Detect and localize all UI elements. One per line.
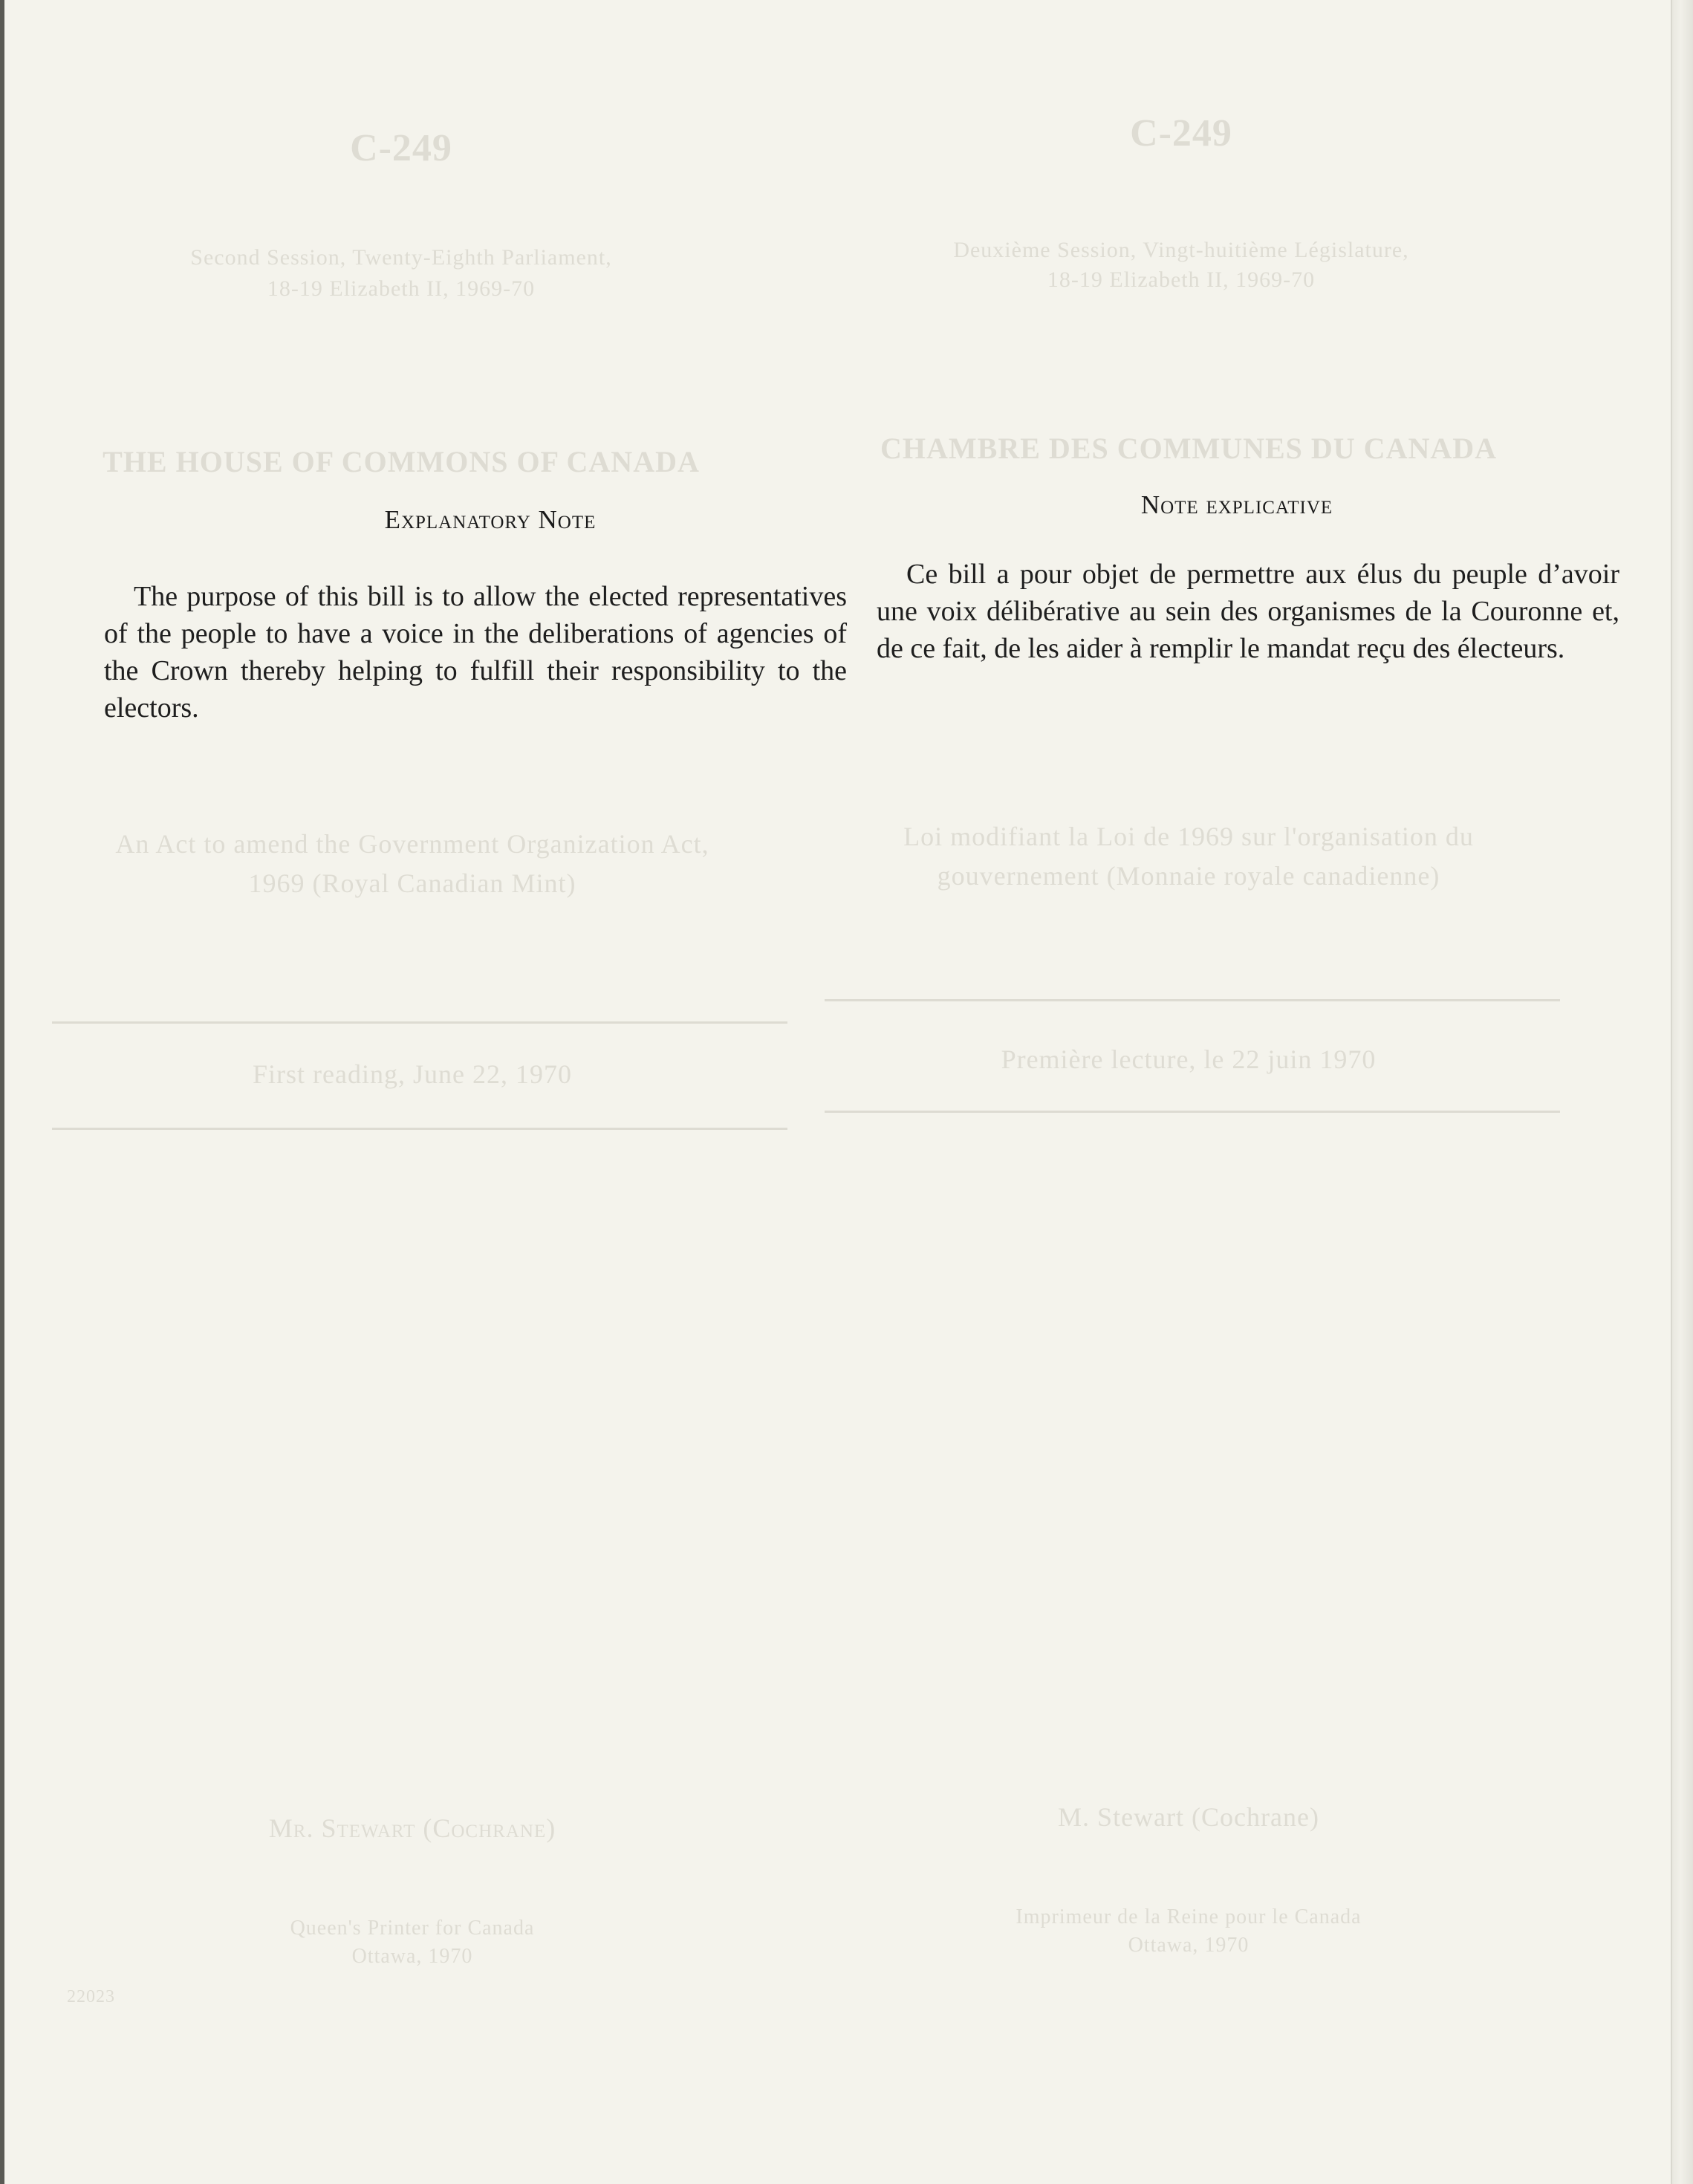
ghost-bill-number-left: C-249 xyxy=(350,127,452,169)
ghost-title-left-2: 1969 (Royal Canadian Mint) xyxy=(248,868,576,898)
ghost-title-right-2: gouvernement (Monnaie royale canadienne) xyxy=(937,861,1440,891)
ghost-session-right-2: 18-19 Elizabeth II, 1969-70 xyxy=(1047,267,1316,292)
explanatory-note-body: The purpose of this bill is to allow the elected representatives of the people to have a voice in the deliberations of agencies of the Crown thereby helping to fulfill their responsibility to the electors. xyxy=(104,581,847,724)
ghost-title-right-1: Loi modifiant la Loi de 1969 sur l'organisation du xyxy=(903,822,1474,851)
note-explicative-body: Ce bill a pour objet de permettre aux élus du peuple d’avoir une voix délibérative au sein des organismes de la Couronne et, de ce fait, de les aider à remplir le mandat reçu des électeurs. xyxy=(877,559,1619,664)
ghost-sponsor-right: M. Stewart (Cochrane) xyxy=(1058,1802,1319,1832)
ghost-printer-left-2: Ottawa, 1970 xyxy=(351,1945,473,1968)
ghost-bill-number-right: C-249 xyxy=(1130,112,1232,155)
ghost-reading-right: Première lecture, le 22 juin 1970 xyxy=(1001,1044,1377,1074)
ghost-rule-right-2 xyxy=(825,1111,1560,1113)
ghost-session-right-1: Deuxième Session, Vingt-huitième Législature, xyxy=(953,238,1409,262)
ghost-printer-right-2: Ottawa, 1970 xyxy=(1128,1934,1250,1957)
ghost-session-left-2: 18-19 Elizabeth II, 1969-70 xyxy=(267,276,536,301)
ghost-session-left-1: Second Session, Twenty-Eighth Parliament, xyxy=(190,245,612,270)
ghost-sponsor-left: Mr. Stewart (Cochrane) xyxy=(268,1813,556,1843)
ghost-code-left: 22023 xyxy=(67,1987,115,2006)
ghost-reading-left: First reading, June 22, 1970 xyxy=(253,1059,572,1089)
ghost-rule-left-1 xyxy=(52,1021,787,1024)
page-right-edge xyxy=(1671,0,1693,2184)
ghost-title-left-1: An Act to amend the Government Organization Act, xyxy=(115,829,709,859)
page-left-edge xyxy=(0,0,4,2184)
ghost-rule-right-1 xyxy=(825,999,1560,1001)
note-explicative-heading: Note explicative xyxy=(1140,490,1333,519)
ghost-house-right: CHAMBRE DES COMMUNES DU CANADA xyxy=(880,432,1497,465)
ghost-printer-right-1: Imprimeur de la Reine pour le Canada xyxy=(1016,1905,1362,1928)
ghost-house-left: THE HOUSE OF COMMONS OF CANADA xyxy=(103,445,700,478)
ghost-printer-left-1: Queen's Printer for Canada xyxy=(290,1917,535,1940)
ghost-rule-left-2 xyxy=(52,1128,787,1130)
explanatory-note-heading: Explanatory Note xyxy=(384,505,597,534)
